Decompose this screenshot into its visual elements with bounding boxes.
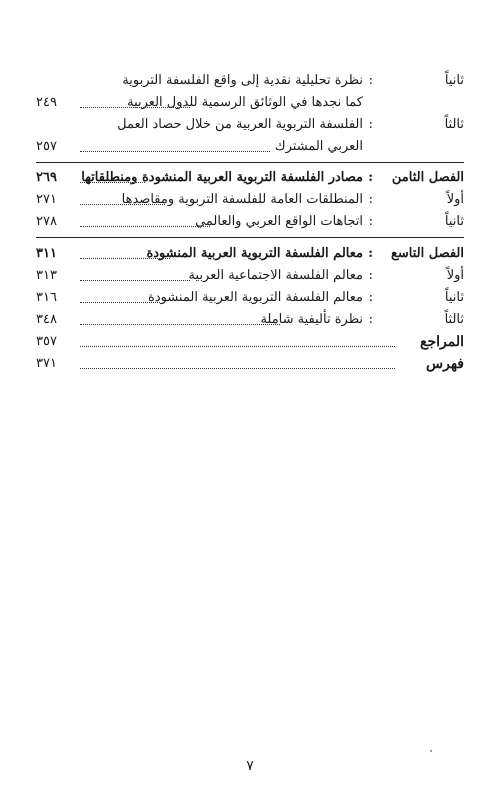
- section-divider: [36, 162, 464, 163]
- entry-title: كما نجدها في الوثائق الرسمية للدول العربية: [127, 95, 363, 110]
- leader-dots: [80, 151, 270, 152]
- leader-dots: [80, 182, 145, 183]
- entry-colon: :: [368, 246, 373, 261]
- chapter-title: معالم الفلسفة التربوية العربية المنشودة: [146, 246, 363, 261]
- page-ref: ٢٦٩: [36, 170, 57, 185]
- leader-dots: [80, 204, 165, 205]
- toc-entry: [36, 309, 464, 331]
- leader-dots: [80, 324, 280, 325]
- leader-dots: [80, 258, 170, 259]
- entry-title: المنطلقات العامة للفلسفة التربوية ومقاصدها: [121, 192, 363, 207]
- print-speck: [430, 750, 432, 752]
- toc-chapter: [36, 353, 464, 375]
- entry-label: ثانياً: [444, 73, 464, 88]
- chapter-label: الفصل التاسع: [390, 246, 464, 261]
- leader-dots: [80, 226, 210, 227]
- page-ref: ٢٧٨: [36, 214, 57, 229]
- entry-label: ثالثاً: [444, 312, 464, 327]
- page-ref: ٣٧١: [36, 356, 57, 371]
- entry-label: ثالثاً: [444, 117, 464, 132]
- leader-dots: [80, 107, 190, 108]
- toc-entry: [36, 189, 464, 211]
- toc-entry: [36, 114, 464, 136]
- toc-entry: [36, 287, 464, 309]
- toc-entry-continuation: [36, 92, 464, 114]
- entry-title: نظرة تحليلية نقدية إلى واقع الفلسفة التربوية: [122, 73, 363, 88]
- toc-chapter: [36, 331, 464, 353]
- chapter-title: مصادر الفلسفة التربوية العربية المنشودة ومنطلقاتها: [81, 170, 363, 185]
- entry-title: معالم الفلسفة الاجتماعية العربية: [188, 268, 363, 283]
- entry-colon: :: [368, 214, 373, 229]
- leader-dots: [80, 280, 190, 281]
- entry-label: ثانياً: [444, 290, 464, 305]
- toc-entry-continuation: [36, 136, 464, 158]
- leader-dots: [80, 368, 395, 369]
- page-ref: ٣٥٧: [36, 334, 57, 349]
- chapter-label: المراجع: [420, 334, 464, 350]
- entry-label: أولاً: [446, 192, 464, 207]
- leader-dots: [80, 302, 160, 303]
- entry-colon: :: [368, 290, 373, 305]
- entry-title: الفلسفة التربوية العربية من خلال حصاد العمل: [117, 117, 363, 132]
- leader-dots: [80, 346, 395, 347]
- entry-colon: :: [368, 192, 373, 207]
- entry-title: العربي المشترك: [274, 139, 363, 154]
- page-ref: ٣١١: [36, 246, 57, 261]
- entry-colon: :: [368, 268, 373, 283]
- entry-title: معالم الفلسفة التربوية العربية المنشودة: [148, 290, 363, 305]
- page-ref: ٣١٦: [36, 290, 57, 305]
- chapter-label: الفصل الثامن: [391, 170, 464, 185]
- page-ref: ٢٧١: [36, 192, 57, 207]
- entry-label: أولاً: [446, 268, 464, 283]
- toc-chapter: [36, 243, 464, 265]
- entry-colon: :: [368, 117, 373, 132]
- toc-entry: [36, 70, 464, 92]
- entry-colon: :: [368, 170, 373, 185]
- page-ref: ٢٥٧: [36, 139, 57, 154]
- page-ref: ٣١٣: [36, 268, 57, 283]
- page-number: ٧: [246, 758, 254, 774]
- page-ref: ٢٤٩: [36, 95, 57, 110]
- toc-entry: [36, 211, 464, 233]
- entry-title: نظرة تأليفية شاملة: [260, 312, 363, 327]
- chapter-label: فهرس: [426, 356, 464, 372]
- entry-label: ثانياً: [444, 214, 464, 229]
- page-ref: ٣٤٨: [36, 312, 57, 327]
- toc-entry: [36, 265, 464, 287]
- section-divider: [36, 237, 464, 238]
- entry-title: اتجاهات الواقع العربي والعالمي: [195, 214, 363, 229]
- entry-colon: :: [368, 73, 373, 88]
- toc-chapter: [36, 167, 464, 189]
- entry-colon: :: [368, 312, 373, 327]
